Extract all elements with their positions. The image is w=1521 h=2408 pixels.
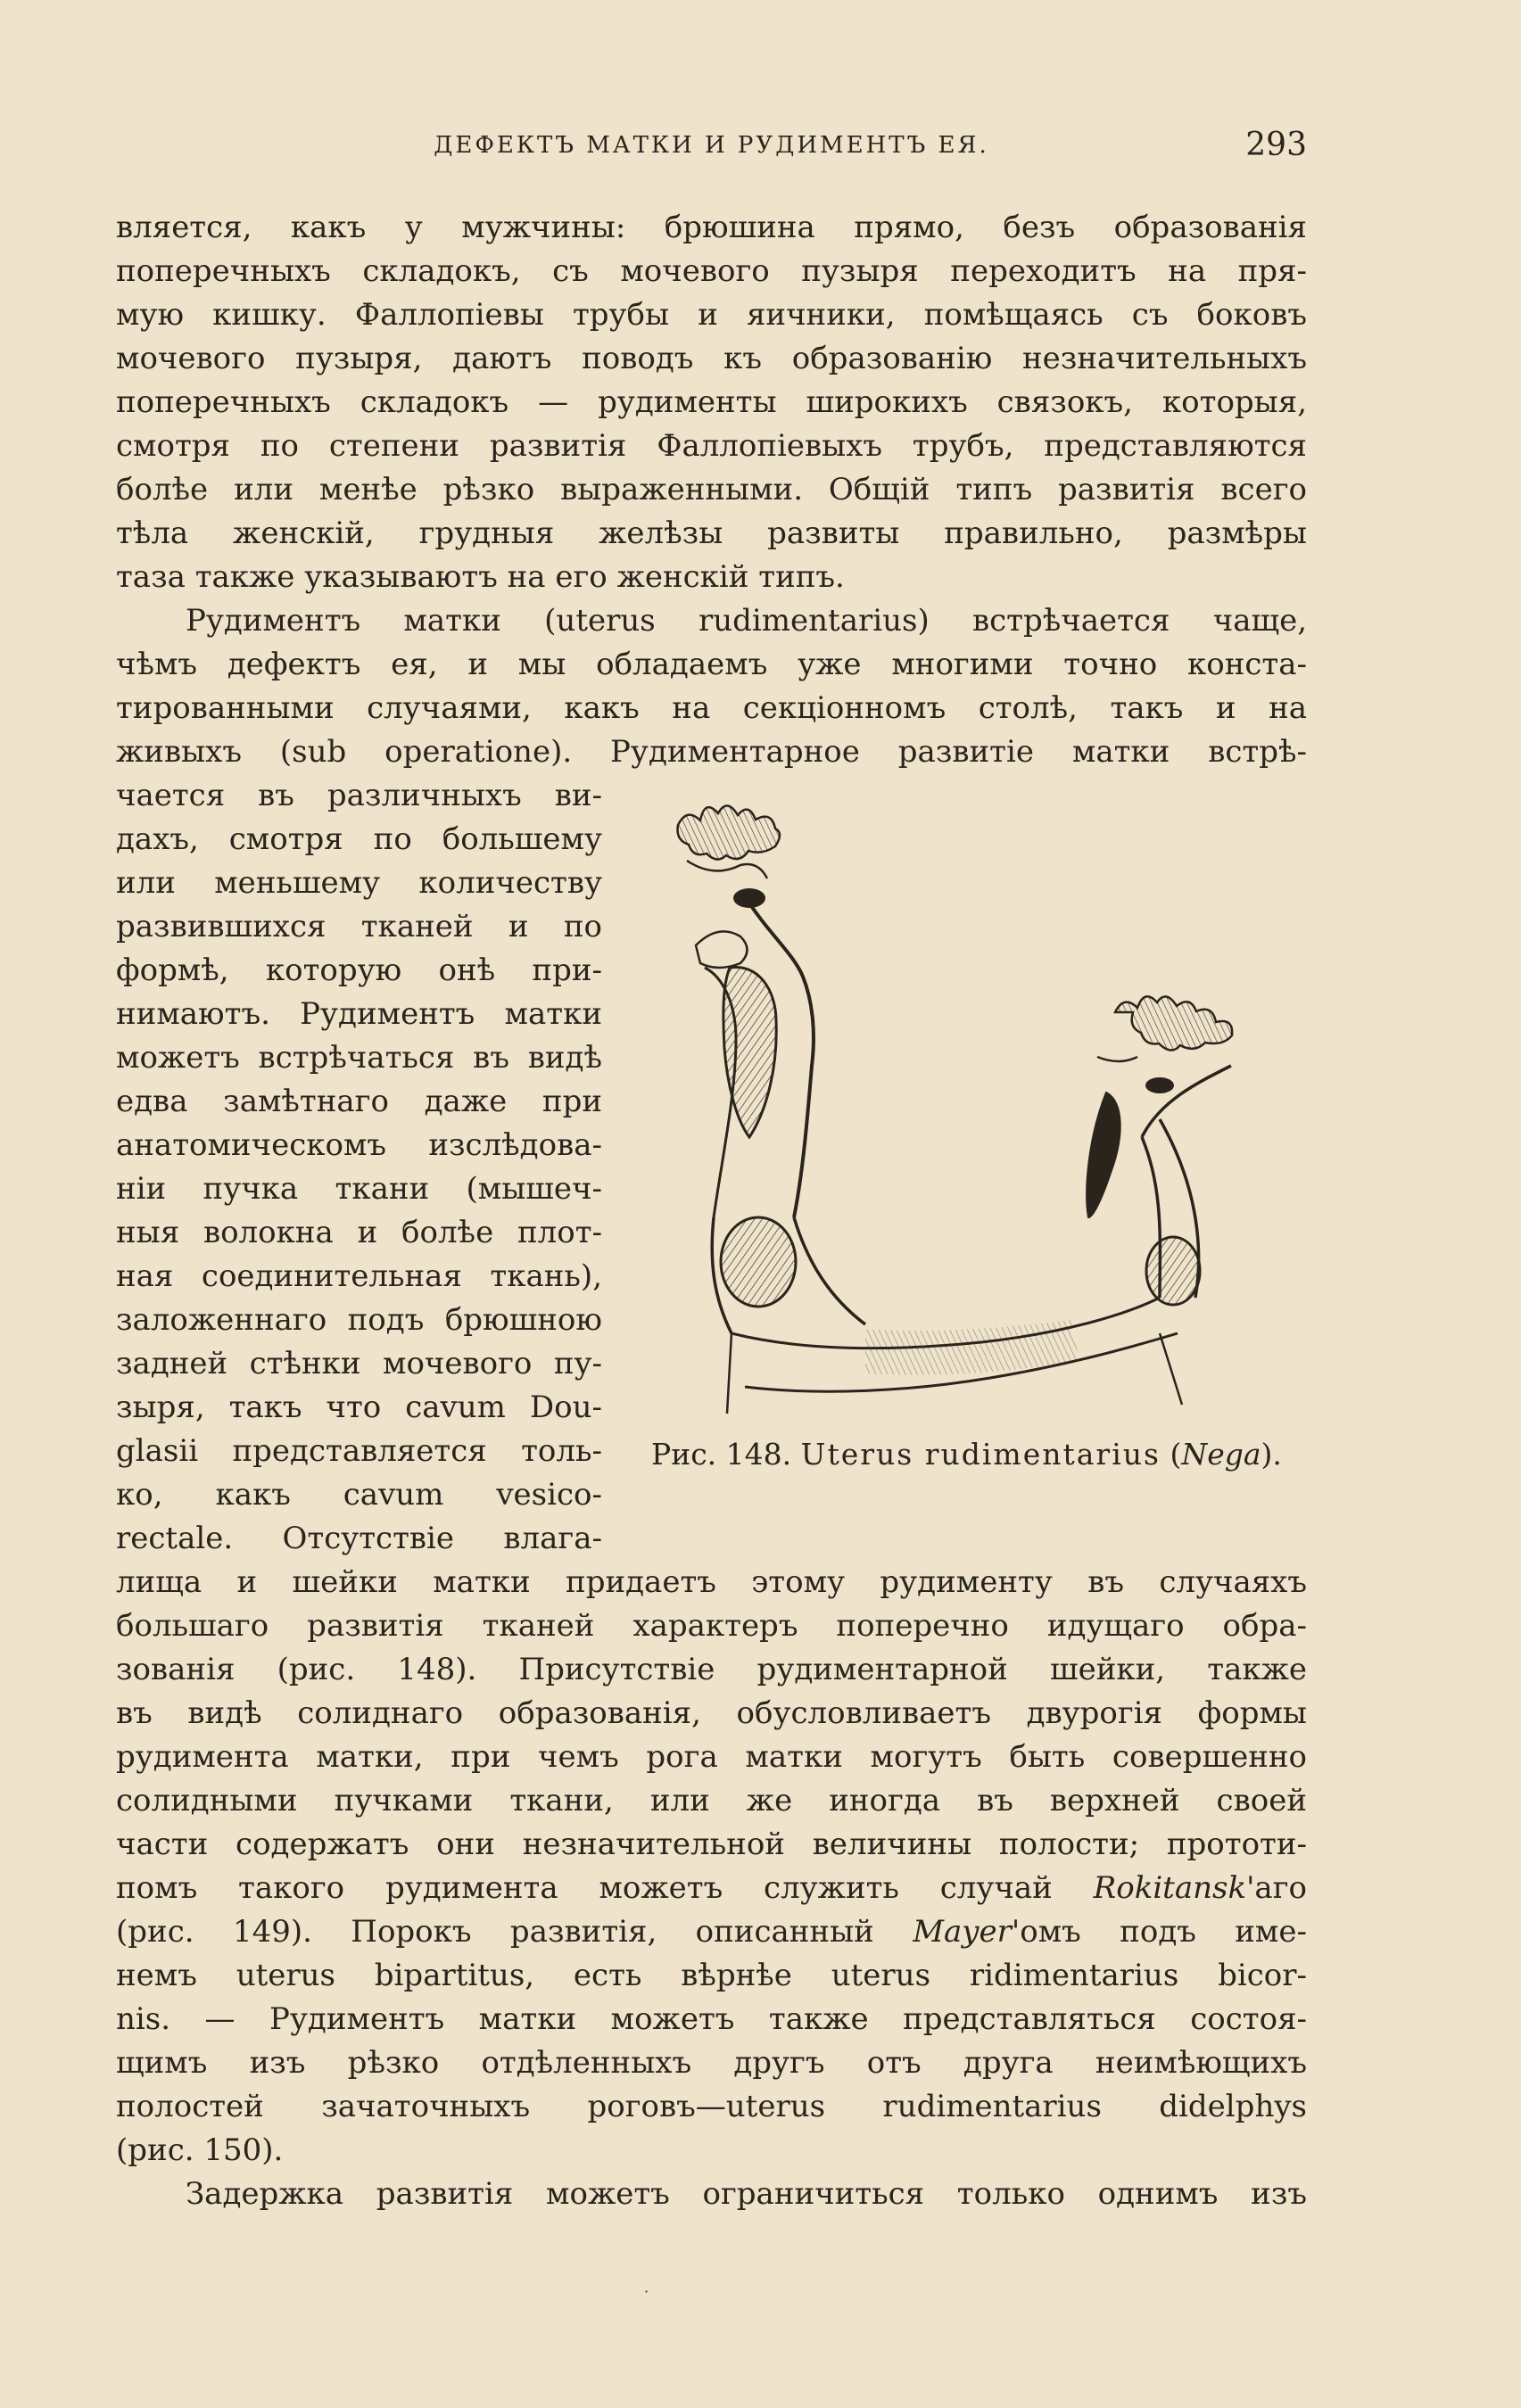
text-line: таза также указываютъ на его женскій типъ.: [116, 559, 845, 595]
text-line: нимаютъ. Рудиментъ матки: [116, 996, 602, 1032]
text-line: части содержатъ они незначительной величины полости; прототи-: [116, 1827, 1307, 1862]
text-run: 'омъ подъ име-: [1011, 1914, 1307, 1950]
author-name-rokitansky: Rokitansk: [1093, 1870, 1247, 1906]
text-line: едва замѣтнаго даже при: [116, 1084, 602, 1119]
running-head-title: ДЕФЕКТЪ МАТКИ И РУДИМЕНТЪ ЕЯ.: [434, 132, 989, 159]
text-run: ).: [1261, 1437, 1282, 1472]
text-line: (рис. 150).: [116, 2132, 284, 2168]
text-run: (: [1170, 1437, 1182, 1472]
text-line: зованія (рис. 148). Присутствіе рудиментарной шейки, также: [116, 1652, 1307, 1687]
text-line: тѣла женскій, грудныя желѣзы развиты правильно, размѣры: [116, 515, 1307, 551]
text-line: въ видѣ солиднаго образованія, обусловливаетъ двурогія формы: [116, 1695, 1307, 1731]
text-line: [116, 1868, 1307, 1909]
text-line: поперечныхъ складокъ — рудименты широкихъ связокъ, которыя,: [116, 384, 1307, 420]
text-line: большаго развитія тканей характеръ поперечно идущаго обра-: [116, 1608, 1307, 1644]
text-line: rectale. Отсутствіе влага-: [116, 1521, 602, 1556]
text-line: можетъ встрѣчаться въ видѣ: [116, 1040, 602, 1076]
text-run: помъ такого рудимента можетъ служить случай: [116, 1870, 1053, 1906]
text-line: формѣ, которую онѣ при-: [116, 952, 602, 988]
text-line: Рудиментъ матки (uterus rudimentarius) встрѣчается чаще,: [186, 603, 1307, 639]
text-line: заложеннаго подъ брюшною: [116, 1302, 602, 1338]
uterus-rudimentarius-illustration: [660, 798, 1302, 1423]
figure-author: Nega: [1181, 1437, 1261, 1472]
text-line: вляется, какъ у мужчины: брюшина прямо, безъ образованія: [116, 210, 1307, 245]
text-line: дахъ, смотря по большему: [116, 821, 602, 857]
text-line: солидными пучками ткани, или же иногда въ верхней своей: [116, 1783, 1307, 1818]
text-run: (рис. 149). Порокъ развитія, описанный: [116, 1914, 874, 1950]
text-line: щимъ изъ рѣзко отдѣленныхъ другъ отъ друга неимѣющихъ: [116, 2045, 1307, 2081]
print-speck: ·: [644, 2283, 649, 2300]
figure-caption: [651, 1434, 1307, 1475]
text-line: glasii представляется толь-: [116, 1433, 602, 1469]
figure-label: Рис. 148.: [651, 1437, 792, 1472]
text-line: ныя волокна и болѣе плот-: [116, 1215, 602, 1250]
text-line: анатомическомъ изслѣдова-: [116, 1127, 602, 1163]
text-line: или меньшему количеству: [116, 865, 602, 901]
text-line: Задержка развитія можетъ ограничиться только однимъ изъ: [186, 2176, 1307, 2212]
text-line: живыхъ (sub operatione). Рудиментарное развитіе матки встрѣ-: [116, 734, 1307, 770]
text-line: задней стѣнки мочевого пу-: [116, 1346, 602, 1381]
text-line: зыря, такъ что cavum Dou-: [116, 1390, 602, 1425]
text-run: 'аго: [1246, 1870, 1307, 1906]
text-line: ніи пучка ткани (мышеч-: [116, 1171, 602, 1207]
text-line: тированными случаями, какъ на секціонномъ столѣ, такъ и на: [116, 690, 1307, 726]
text-line: ная соединительная ткань),: [116, 1258, 602, 1294]
running-head: [116, 127, 1307, 171]
text-line: мую кишку. Фаллопіевы трубы и яичники, помѣщаясь съ боковъ: [116, 297, 1307, 333]
text-line: лища и шейки матки придаетъ этому рудименту въ случаяхъ: [116, 1564, 1307, 1600]
text-line: полостей зачаточныхъ роговъ—uterus rudimentarius didelphys: [116, 2089, 1307, 2124]
text-line: смотря по степени развитія Фаллопіевыхъ трубъ, представляются: [116, 428, 1307, 464]
text-line: развившихся тканей и по: [116, 909, 602, 944]
figure-term: Uterus rudimentarius: [800, 1437, 1161, 1472]
page-number: 293: [1245, 127, 1307, 163]
text-line: мочевого пузыря, даютъ поводъ къ образованію незначительныхъ: [116, 341, 1307, 376]
text-line: nis. — Рудиментъ матки можетъ также представляться состоя-: [116, 2001, 1307, 2037]
text-line: ко, какъ cavum vesico-: [116, 1477, 602, 1513]
text-line: чѣмъ дефектъ ея, и мы обладаемъ уже многими точно конста-: [116, 647, 1307, 682]
text-line: [116, 1911, 1307, 1952]
author-name-mayer: Mayer: [913, 1914, 1012, 1950]
text-line: поперечныхъ складокъ, съ мочевого пузыря переходитъ на пря-: [116, 253, 1307, 289]
text-line: чается въ различныхъ ви-: [116, 778, 602, 813]
text-line: болѣе или менѣе рѣзко выраженными. Общій типъ развитія всего: [116, 472, 1307, 507]
text-line: немъ uterus bipartitus, есть вѣрнѣе uterus ridimentarius bicor-: [116, 1958, 1307, 1993]
text-line: рудимента матки, при чемъ рога матки могутъ быть совершенно: [116, 1739, 1307, 1775]
